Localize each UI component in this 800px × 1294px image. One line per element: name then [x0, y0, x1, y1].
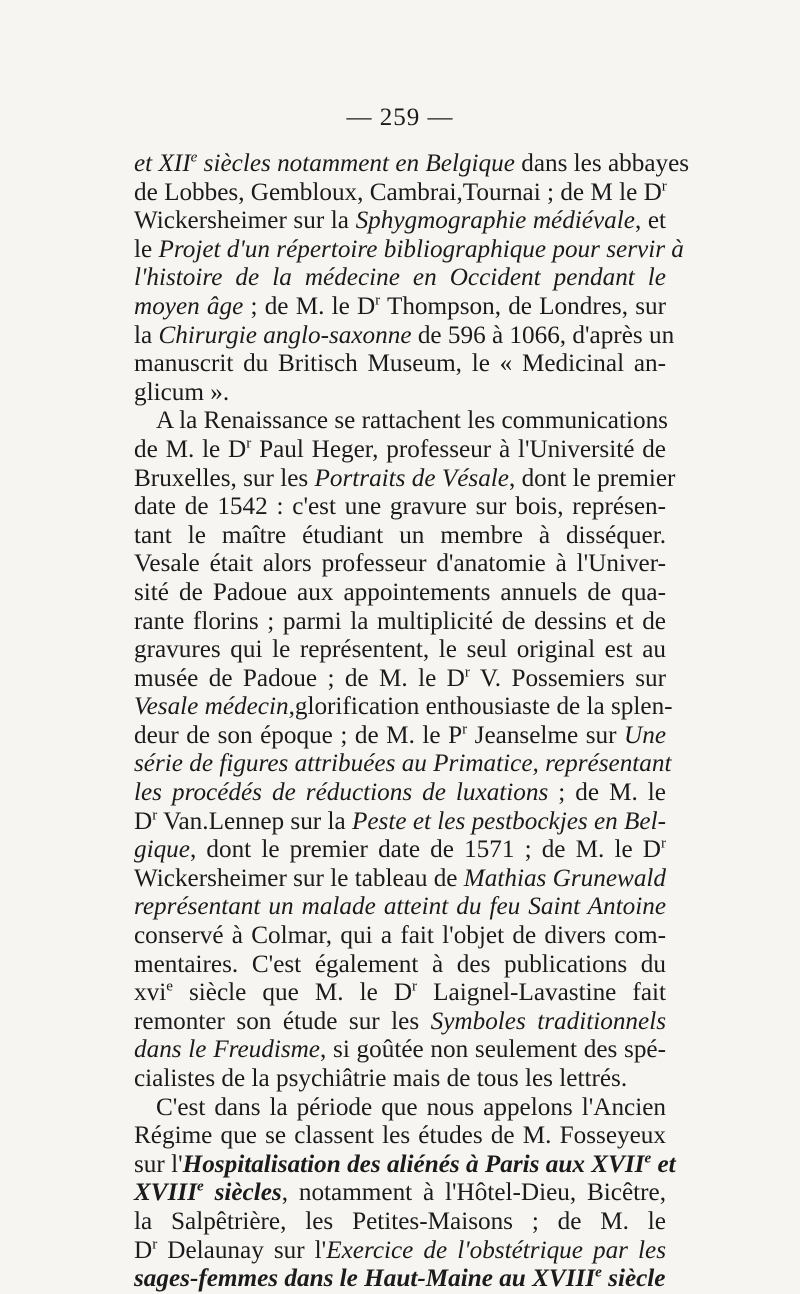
text-line: la Chirurgie anglo-saxonne de 596 à 1066, d'après un: [134, 321, 675, 349]
text-line: moyen âge ; de M. le $D^r$ Thompson, de Londres, sur: [134, 292, 666, 320]
text-line: mentaires. C'est également à des publications du: [134, 950, 666, 978]
text-line: C'est dans la période que nous appelons l'Ancien: [156, 1093, 666, 1121]
text-line: Vesale médecin,glorification enthousiaste de la splen-: [134, 693, 673, 721]
text-line: A la Renaissance se rattachent les communications: [156, 407, 668, 435]
text-line: conservé à Colmar, qui a fait l'objet de divers com-: [134, 922, 666, 950]
text-line: Régime que se classent les études de M. Fosseyeux: [134, 1122, 666, 1150]
text-line: la Salpêtrière, les Petites-Maisons ; de M. le: [134, 1207, 666, 1235]
text-line: remonter son étude sur les Symboles traditionnels: [134, 1007, 666, 1035]
text-line: l'histoire de la médecine en Occident pendant le: [134, 264, 666, 292]
text-line: manuscrit du Britisch Museum, le « Medicinal an-: [134, 350, 666, 378]
text-line: dans le Freudisme, si goûtée non seulement des spé-: [134, 1036, 666, 1064]
text-line: glicum ».: [134, 378, 230, 406]
text-line: de Lobbes, Gembloux, Cambrai,Tournai ; de M le $D^r$: [134, 178, 667, 206]
text-line: et XIIe siècles notamment en Belgique dans les abbayes: [134, 149, 690, 177]
body-text: [134, 149, 690, 1294]
text-line: tant le maître étudiant un membre à disséquer.: [134, 521, 666, 549]
text-line: $D^r$ Delaunay sur l'Exercice de l'obstétrique par les: [134, 1236, 667, 1264]
page-number: — 259 —: [346, 104, 454, 131]
text-line: gique, dont le premier date de 1571 ; de M. le $D^r$: [134, 835, 666, 864]
text-line: sité de Padoue aux appointements annuels de qua-: [134, 578, 666, 606]
text-line: Wickersheimer sur le tableau de Mathias Grunewald: [134, 864, 667, 892]
text-line: les procédés de réductions de luxations ; de M. le: [134, 779, 666, 807]
text-line: xvi$^e$ siècle que M. le $D^r$ Laignel-Lavastine fait: [134, 978, 666, 1007]
text-line: série de figures attribuées au Primatice, représentant: [134, 750, 672, 778]
text-line: sages-femmes dans le Haut-Maine au XVIIIe siècle: [134, 1264, 666, 1293]
text-line: de M. le $D^r$ Paul Heger, professeur à l'Université de: [134, 435, 666, 463]
text-line: Wickersheimer sur la Sphygmographie médiévale, et: [134, 207, 666, 235]
text-line: cialistes de la psychiâtrie mais de tous les lettrés.: [134, 1065, 628, 1092]
text-line: $D^r$ Van.Lennep sur la Peste et les pestbockjes en Bel-: [134, 807, 667, 835]
text-line: rante florins ; parmi la multiplicité de dessins et de: [134, 607, 666, 635]
text-line: date de 1542 : c'est une gravure sur bois, représen-: [134, 493, 666, 521]
text-line: gravures qui le représentent, le seul original est au: [134, 636, 666, 664]
text-line: Bruxelles, sur les Portraits de Vésale, dont le premier: [134, 464, 676, 492]
text-line: le Projet d'un répertoire bibliographique pour servir à: [134, 235, 684, 263]
text-line: représentant un malade atteint du feu Saint Antoine: [134, 893, 666, 921]
text-line: sur l'Hospitalisation des aliénés à Paris aux XVIIe et: [134, 1150, 676, 1178]
text-line: Vesale était alors professeur d'anatomie à l'Univer-: [134, 550, 666, 578]
text-line: musée de Padoue ; de M. le $D^r$ V. Possemiers sur: [134, 664, 666, 692]
text-line: XVIIIe siècles, notamment à l'Hôtel-Dieu, Bicêtre,: [134, 1178, 666, 1207]
text-line: deur de son époque ; de M. le $P^r$ Jeanselme sur Une: [134, 721, 666, 749]
